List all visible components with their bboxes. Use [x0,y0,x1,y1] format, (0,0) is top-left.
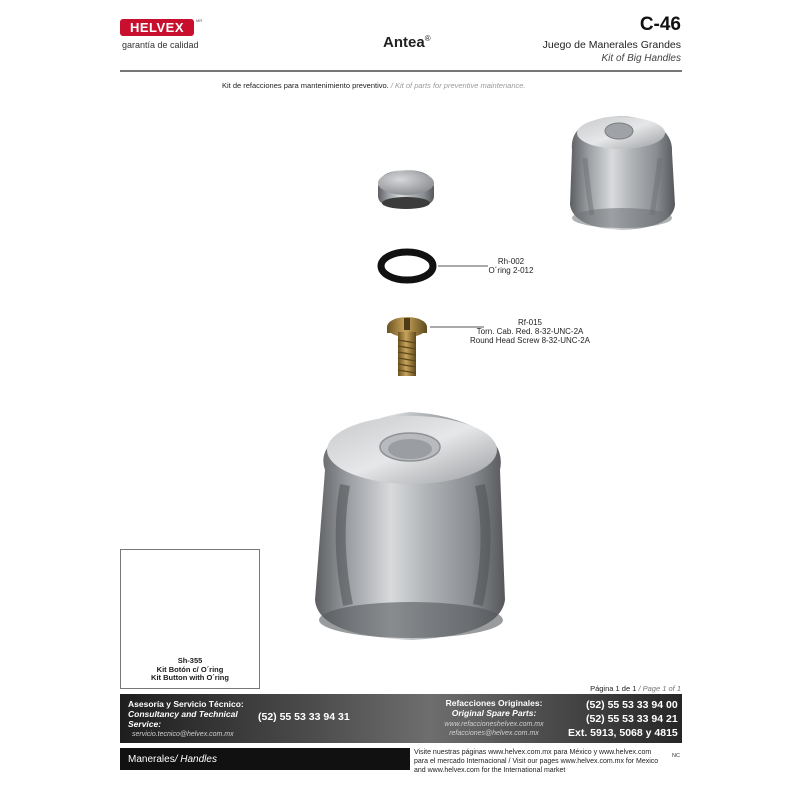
service-en-1: Consultancy and Technical [128,709,238,719]
button-cap-image [378,170,434,209]
screw-code: Rf-015 [517,318,542,327]
large-handle-image [315,412,505,640]
inset-label [120,657,260,683]
screw-label [460,318,600,345]
nc-mark: NC [672,753,680,759]
phone-extensions: Ext. 5913, 5068 y 4815 [568,727,678,739]
phone-secondary: (52) 55 53 33 94 21 [586,713,678,725]
page-number [590,684,681,693]
screw-desc-es: Torn. Cab. Red. 8-32-UNC-2A [476,327,584,336]
registered-mark: ® [424,34,431,43]
category-en: / Handles [174,753,217,765]
o-ring-desc: O´ring 2-012 [488,266,534,275]
helvex-logo: HELVEX [120,19,194,36]
parts-en: Original Spare Parts: [451,708,537,718]
small-handle-image [570,116,675,230]
service-email[interactable]: servicio.tecnico@helvex.com.mx [132,731,234,738]
page-number-es: Página 1 de 1 [590,684,637,693]
product-label: Antea [383,34,425,51]
intro-en: / Kit of parts for preventive maintenance. [388,81,526,90]
o-ring-code: Rh-002 [497,257,525,266]
screw-desc-en: Round Head Screw 8-32-UNC-2A [469,336,591,345]
category-es: Manerales [128,753,175,765]
service-en-2: Service: [128,719,162,729]
parts-heading [440,698,548,718]
parts-web[interactable]: www.refaccioneshelvex.com.mx [444,721,544,728]
page-title: C-46 [639,14,681,35]
inset-desc-es: Kit Botón c/ O´ring [156,664,224,674]
service-es: Asesoría y Servicio Técnico: [128,699,244,709]
parts-es: Refacciones Originales: [445,698,543,708]
inset-desc-en: Kit Button with O´ring [151,673,229,682]
tagline: garantía de calidad [122,40,199,50]
website-line-3: and www.helvex.com for the International market [414,767,566,774]
service-phone: (52) 55 53 33 94 31 [258,711,350,723]
parts-email[interactable]: refacciones@helvex.com.mx [449,730,539,737]
title-en: Kit of Big Handles [601,53,681,64]
intro-es: Kit de refacciones para mantenimiento preventivo. [222,81,389,90]
title-es: Juego de Manerales Grandes [542,39,681,51]
website-line-1: Visite nuestras páginas www.helvex.com.mx para México y www.helvex.com [414,749,652,756]
logo-mark: MR [196,18,203,23]
service-heading [128,699,244,729]
phone-main: (52) 55 53 33 94 00 [586,699,678,711]
website-notice [414,748,676,775]
screw-image [387,317,427,376]
website-line-2: para el mercado Internacional / Visit our pages www.helvex.com.mx for Mexico [414,758,659,765]
o-ring-image [381,252,433,280]
o-ring-label [476,257,546,275]
inset-code: Sh-355 [177,656,203,665]
category-bar [120,748,410,770]
page-number-en: / Page 1 of 1 [636,684,681,693]
